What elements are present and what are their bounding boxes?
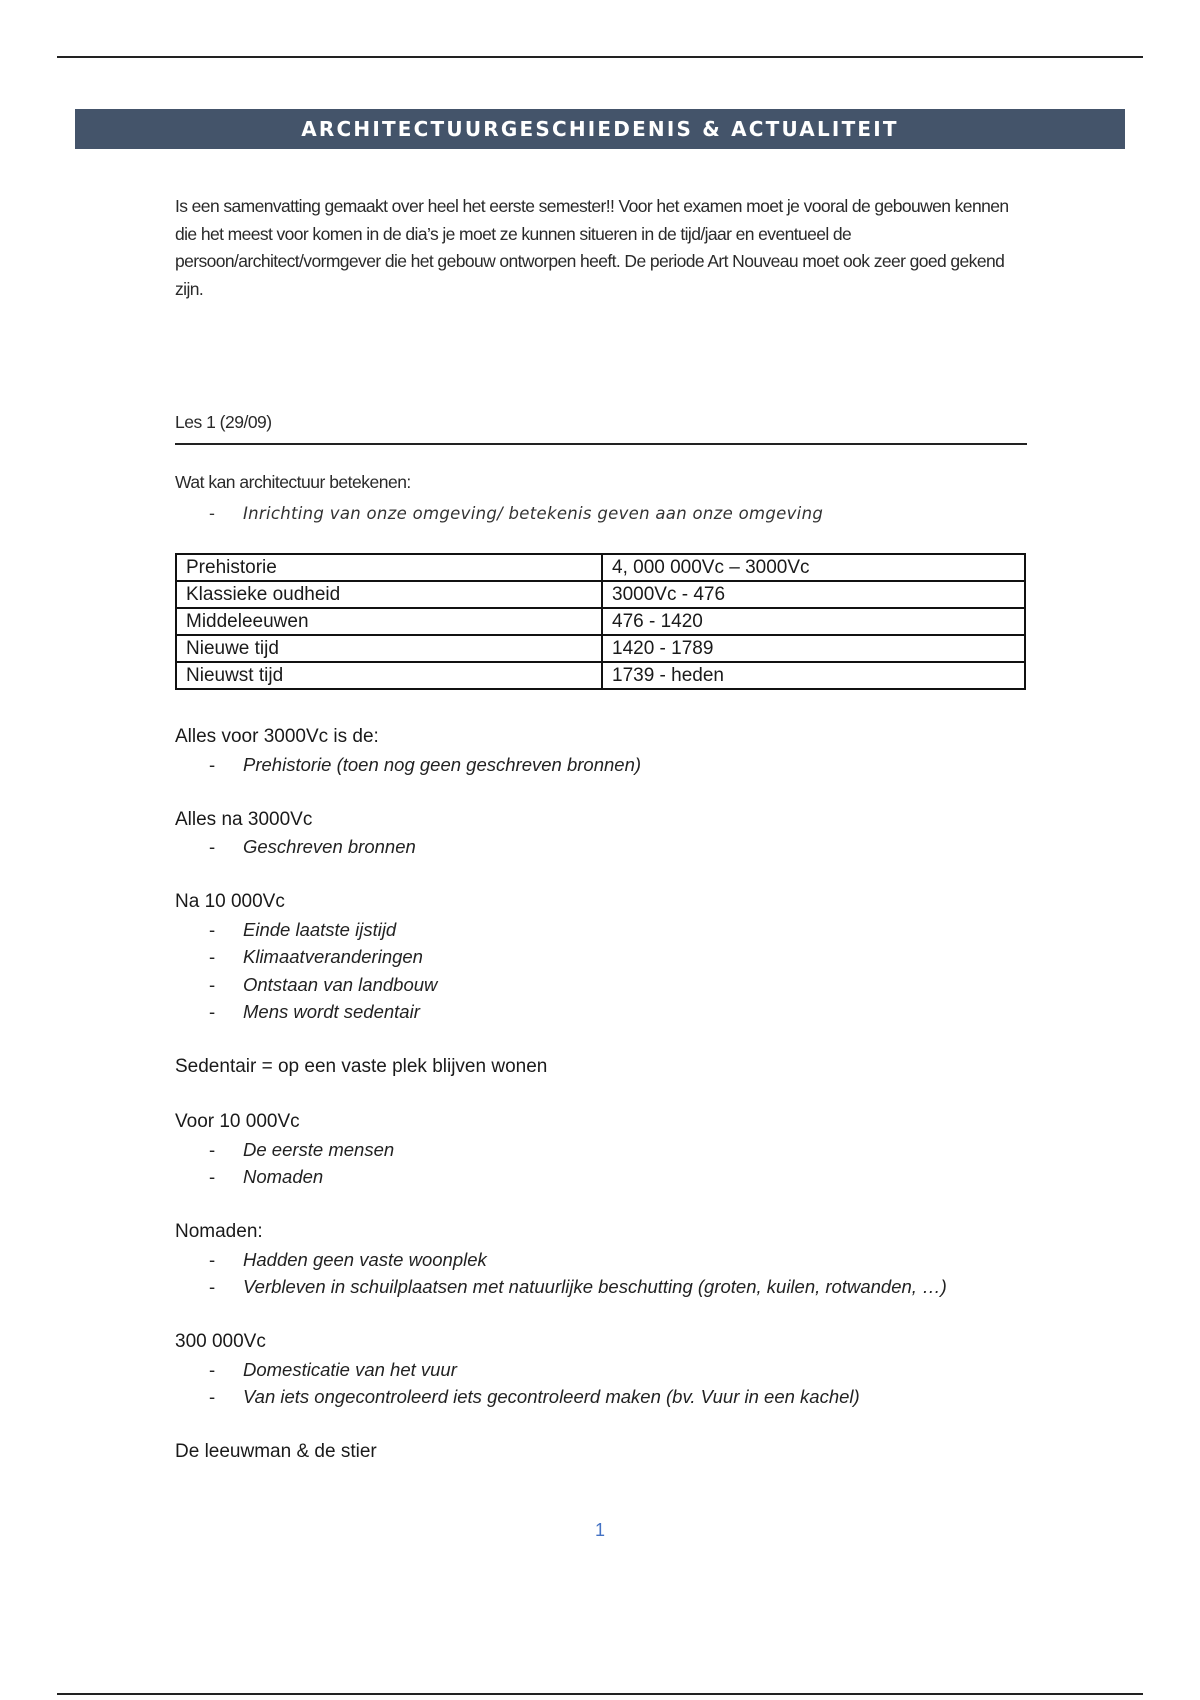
period-name-cell: Middeleeuwen <box>176 608 602 635</box>
period-name-cell: Prehistorie <box>176 554 602 581</box>
lesson-heading: Les 1 (29/09) <box>175 412 1027 445</box>
table-row <box>176 608 1025 635</box>
section-title: 300 000Vc <box>175 1331 266 1352</box>
list-item: - Klimaatveranderingen <box>175 943 1027 971</box>
table-row <box>176 635 1025 662</box>
period-range-cell: 3000Vc - 476 <box>602 581 1025 608</box>
list-item: - Prehistorie (toen nog geen geschreven bronnen) <box>175 751 1027 779</box>
period-name-cell: Nieuwe tijd <box>176 635 602 662</box>
notes-section <box>175 1053 1027 1081</box>
period-range-cell: 1739 - heden <box>602 662 1025 689</box>
list-item: - Mens wordt sedentair <box>175 998 1027 1026</box>
intro-paragraph: Is een samenvatting gemaakt over heel het eerste semester!! Voor het examen moet je vooral de gebouwen kennen die het meest voor komen in de dia’s je moet ze kunnen situeren in de tijd/jaar en eventueel de persoon/architect/vormgever die het gebouw ontworpen heeft. De periode Art Nouveau moet ook zeer goed gekend zijn. <box>175 196 1009 299</box>
list-item: - Geschreven bronnen <box>175 833 1027 861</box>
period-name-cell: Nieuwst tijd <box>176 662 602 689</box>
period-range-cell: 476 - 1420 <box>602 608 1025 635</box>
section-title: Nomaden: <box>175 1221 263 1242</box>
answer-bullet: - Inrichting van onze omgeving/ betekenis geven aan onze omgeving <box>175 500 1027 528</box>
table-row <box>176 581 1025 608</box>
notes-section <box>175 1218 1027 1301</box>
table-row <box>176 662 1025 689</box>
section-title: De leeuwman & de stier <box>175 1441 377 1462</box>
table-row <box>176 554 1025 581</box>
list-item: - Verbleven in schuilplaatsen met natuurlijke beschutting (groten, kuilen, rotwanden, …) <box>175 1273 1027 1301</box>
periods-table <box>175 553 1026 690</box>
section-title: Alles voor 3000Vc is de: <box>175 726 379 747</box>
page-number: 1 <box>594 1520 605 1540</box>
notes-section <box>175 888 1027 1026</box>
notes-section <box>175 723 1027 778</box>
section-title: Na 10 000Vc <box>175 891 285 912</box>
section-title: Voor 10 000Vc <box>175 1111 300 1132</box>
notes-section <box>175 1328 1027 1411</box>
document-title: ARCHITECTUURGESCHIEDENIS & ACTUALITEIT <box>301 117 899 141</box>
list-item: - Hadden geen vaste woonplek <box>175 1246 1027 1274</box>
bottom-rule <box>57 1693 1143 1695</box>
section-title: Sedentair = op een vaste plek blijven wonen <box>175 1056 548 1077</box>
list-item: - Domesticatie van het vuur <box>175 1356 1027 1384</box>
list-item: - Ontstaan van landbouw <box>175 971 1027 999</box>
question-text: Wat kan architectuur betekenen: <box>175 472 411 492</box>
notes-section <box>175 1438 1027 1466</box>
notes-section <box>175 1108 1027 1191</box>
top-rule <box>57 56 1143 58</box>
notes-sections <box>175 723 1027 1493</box>
list-item: - Einde laatste ijstijd <box>175 916 1027 944</box>
period-name-cell: Klassieke oudheid <box>176 581 602 608</box>
period-range-cell: 1420 - 1789 <box>602 635 1025 662</box>
period-range-cell: 4, 000 000Vc – 3000Vc <box>602 554 1025 581</box>
section-title: Alles na 3000Vc <box>175 808 313 830</box>
notes-section <box>175 806 1027 861</box>
title-banner <box>75 109 1125 149</box>
list-item: - Van iets ongecontroleerd iets gecontroleerd maken (bv. Vuur in een kachel) <box>175 1383 1027 1411</box>
list-item: - De eerste mensen <box>175 1136 1027 1164</box>
list-item: - Nomaden <box>175 1163 1027 1191</box>
